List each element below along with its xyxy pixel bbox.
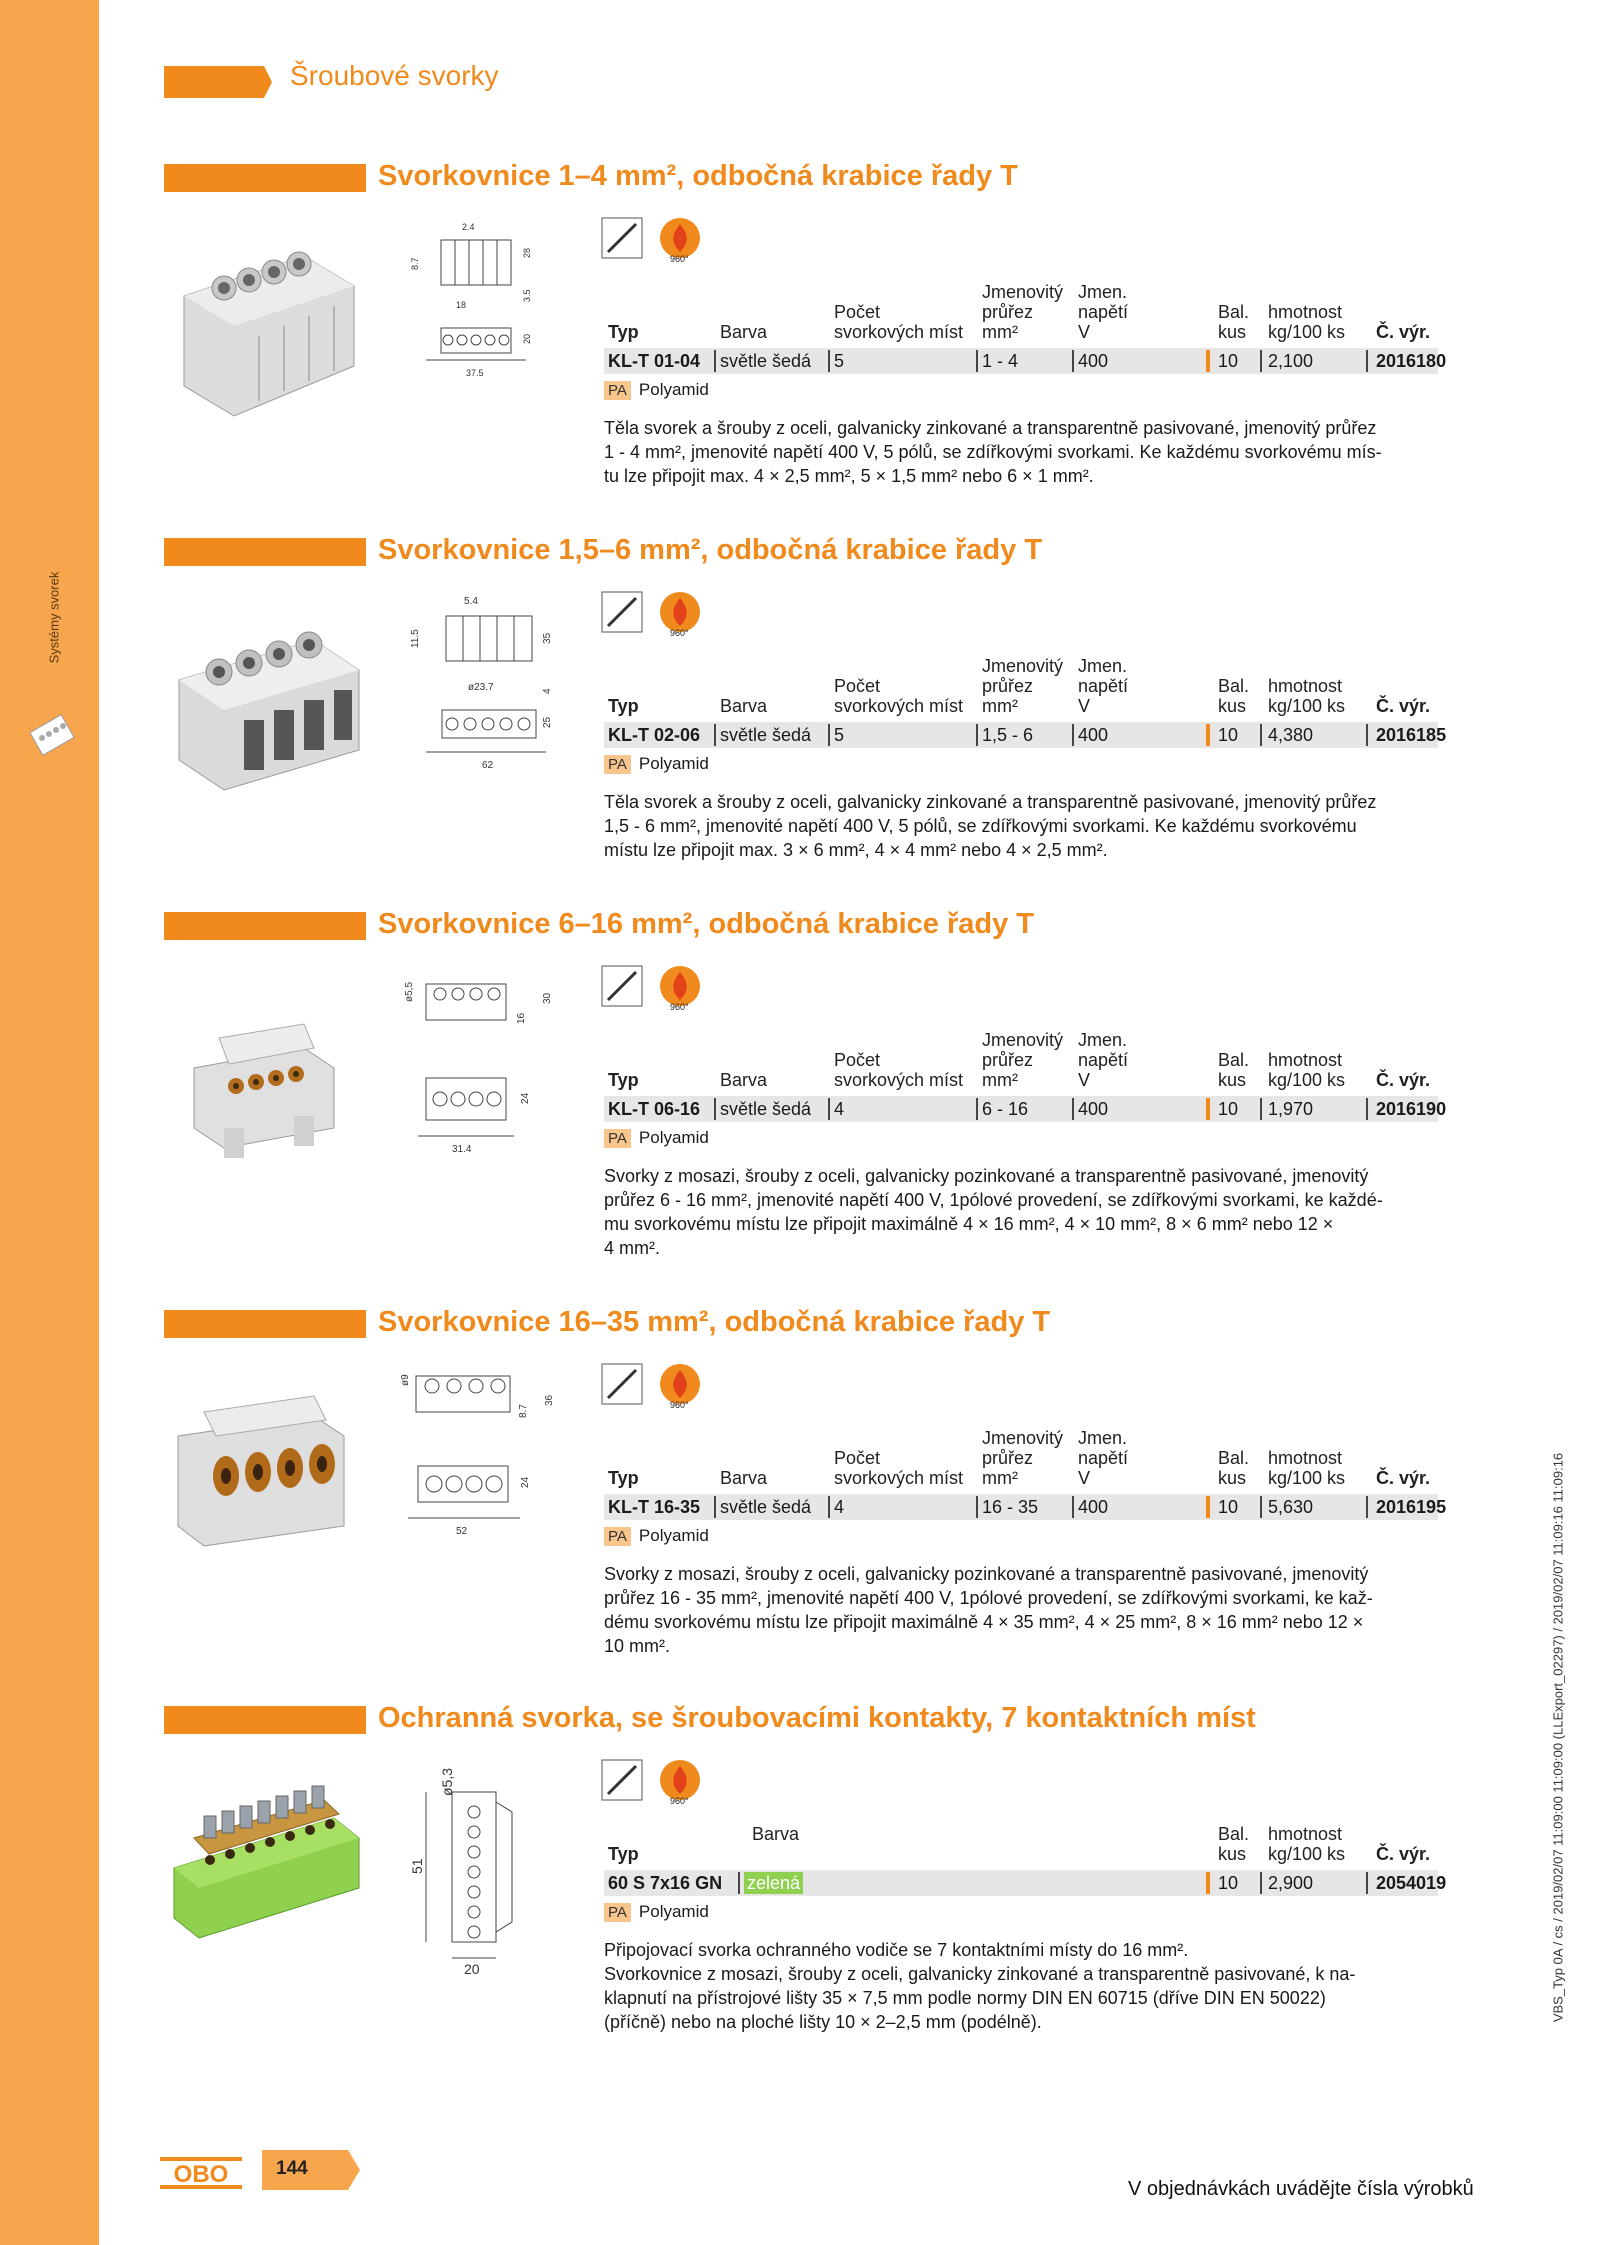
desc-line: 4 mm². [604, 1238, 660, 1258]
cell-napeti: 400 [1078, 351, 1109, 371]
col-bal: Bal. kus [1218, 302, 1250, 342]
dimension-label: ø5,5 [404, 981, 415, 1002]
col-prurez: Jmenovitý průřez mm² [982, 1030, 1064, 1090]
desc-line: (příčně) nebo na ploché lišty 10 × 2–2,5 mm (podélně). [604, 2012, 1042, 2032]
certification-badges [600, 590, 712, 638]
product-table [604, 1806, 1447, 1896]
desc-line: Těla svorek a šrouby z oceli, galvanicky zinkované a transparentně pasivované, jmenovitý průřez [604, 792, 1377, 812]
cell-barva: světle šedá [720, 725, 812, 745]
material-line [604, 1526, 709, 1546]
table-header [604, 1410, 1438, 1490]
cell-barva: zelená [744, 1872, 803, 1894]
col-typ: Typ [608, 1468, 639, 1488]
dimension-label: ø9 [400, 1374, 411, 1386]
dimension-label: 2.4 [462, 222, 475, 232]
col-cvyr: Č. výr. [1376, 322, 1431, 342]
cell-hmotnost: 5,630 [1268, 1497, 1314, 1517]
col-hmotnost: hmotnost kg/100 ks [1268, 1448, 1346, 1488]
cell-cvyr: 2016180 [1376, 351, 1447, 371]
product-table [604, 1012, 1447, 1122]
col-cvyr: Č. výr. [1376, 1844, 1431, 1864]
dimension-label: 8.7 [518, 1404, 529, 1418]
material-code: PA [604, 1527, 631, 1546]
product-description [604, 416, 1444, 488]
technical-drawing [396, 582, 576, 802]
dimension-label: 11.5 [410, 629, 421, 648]
col-prurez: Jmenovitý průřez mm² [982, 1428, 1064, 1488]
table-header [604, 1806, 1438, 1866]
cell-cvyr: 2016195 [1376, 1497, 1447, 1517]
col-bal: Bal. kus [1218, 1448, 1250, 1488]
cell-pocet: 4 [834, 1497, 845, 1517]
logo-text: OBO [173, 2161, 229, 2188]
side-label [44, 560, 64, 680]
table-header [604, 638, 1438, 718]
dimension-label: 24 [520, 1092, 531, 1104]
product-photo [164, 988, 364, 1188]
col-pocet: Počet svorkových míst [834, 1448, 964, 1488]
desc-line: 1,5 - 6 mm², jmenovité napětí 400 V, 5 pólů, se zdířkovými svorkami. Ke každému svorkovému [604, 816, 1357, 836]
cell-typ: KL-T 01-04 [608, 351, 701, 371]
material-name: Polyamid [638, 754, 709, 773]
table-row [604, 1494, 1447, 1520]
col-prurez: Jmenovitý průřez mm² [982, 656, 1064, 716]
section-tab [164, 1706, 366, 1734]
side-strip [0, 0, 99, 2245]
col-barva: Barva [720, 322, 768, 342]
table-row [604, 348, 1447, 374]
dimension-label: 35 [542, 632, 553, 644]
section-tab [164, 164, 366, 192]
material-name: Polyamid [638, 380, 709, 399]
desc-line: tu lze připojit max. 4 × 2,5 mm², 5 × 1,5 mm² nebo 6 × 1 mm². [604, 466, 1094, 486]
cell-typ: 60 S 7x16 GN [608, 1873, 723, 1893]
material-line [604, 1128, 709, 1148]
material-code: PA [604, 381, 631, 400]
material-code: PA [604, 1129, 631, 1148]
section-tab [164, 538, 366, 566]
table-header [604, 1012, 1438, 1092]
dimension-label: 24 [520, 1476, 531, 1488]
cell-prurez: 1,5 - 6 [982, 725, 1034, 745]
desc-line: 1 - 4 mm², jmenovité napětí 400 V, 5 pólů, se zdířkovými svorkami. Ke každému svorkovému mís- [604, 442, 1382, 462]
product-description [604, 1938, 1444, 2034]
footer-note: V objednávkách uvádějte čísla výrobků [1128, 2178, 1474, 2200]
material-line [604, 1902, 709, 1922]
dimension-label: 16 [516, 1012, 527, 1024]
cell-bal: 10 [1218, 1497, 1239, 1517]
table-row [604, 722, 1447, 748]
cell-cvyr: 2016185 [1376, 725, 1447, 745]
cell-pocet: 4 [834, 1099, 845, 1119]
section-tab [164, 912, 366, 940]
cell-typ: KL-T 02-06 [608, 725, 701, 745]
cell-bal: 10 [1218, 1099, 1239, 1119]
desc-line: průřez 6 - 16 mm², jmenovité napětí 400 V, 1pólové provedení, se zdířkovými svorkami, ke každé- [604, 1190, 1383, 1210]
cell-hmotnost: 4,380 [1268, 725, 1314, 745]
col-pocet: Počet svorkových míst [834, 676, 964, 716]
dimension-label: 3.5 [522, 289, 532, 302]
col-bal: Bal. kus [1218, 1824, 1250, 1864]
desc-line: mu svorkovému místu lze připojit maximálně 4 × 16 mm², 4 × 10 mm², 8 × 6 mm² nebo 12 × [604, 1214, 1334, 1234]
technical-drawing [396, 210, 576, 430]
product-photo [164, 226, 364, 426]
col-napeti: Jmen. napětí V [1078, 1428, 1129, 1488]
cell-cvyr: 2016190 [1376, 1099, 1447, 1119]
certification-badges [600, 1362, 712, 1410]
section-title: Svorkovnice 1–4 mm², odbočná krabice řady T [378, 160, 1018, 192]
dimension-label: 52 [456, 1526, 468, 1537]
cell-barva: světle šedá [720, 1099, 812, 1119]
col-bal: Bal. kus [1218, 1050, 1250, 1090]
dimension-label: 31.4 [452, 1144, 472, 1155]
dimension-label: ø23.7 [468, 682, 494, 693]
cell-bal: 10 [1218, 1873, 1239, 1893]
dimension-label: 28 [522, 247, 532, 258]
col-hmotnost: hmotnost kg/100 ks [1268, 1824, 1346, 1864]
cell-prurez: 1 - 4 [982, 351, 1019, 371]
header-tab [164, 66, 272, 98]
print-meta [1538, 1430, 1578, 2070]
fire-test-label: 960° [670, 1796, 689, 1806]
material-code: PA [604, 1903, 631, 1922]
material-code: PA [604, 755, 631, 774]
dimension-label: 37.5 [466, 368, 484, 378]
dimension-label: 51 [409, 1858, 425, 1874]
col-typ: Typ [608, 1070, 639, 1090]
cell-typ: KL-T 06-16 [608, 1099, 701, 1119]
cell-barva: světle šedá [720, 1497, 812, 1517]
col-napeti: Jmen. napětí V [1078, 1030, 1129, 1090]
col-barva: Barva [720, 1468, 768, 1488]
section-title: Svorkovnice 6–16 mm², odbočná krabice řady T [378, 908, 1034, 940]
material-name: Polyamid [638, 1526, 709, 1545]
desc-line: Svorky z mosazi, šrouby z oceli, galvanicky pozinkované a transparentně pasivované, jmenovitý [604, 1166, 1369, 1186]
col-prurez: Jmenovitý průřez mm² [982, 282, 1064, 342]
cell-cvyr: 2054019 [1376, 1873, 1447, 1893]
dimension-label: 36 [544, 1394, 555, 1406]
cell-napeti: 400 [1078, 1497, 1109, 1517]
certification-badges [600, 1758, 712, 1806]
col-typ: Typ [608, 696, 639, 716]
dimension-label: 20 [522, 333, 532, 344]
table-row [604, 1870, 1447, 1896]
material-line [604, 380, 709, 400]
desc-line: Připojovací svorka ochranného vodiče se 7 kontaktními místy do 16 mm². [604, 1940, 1189, 1960]
material-line [604, 754, 709, 774]
cell-napeti: 400 [1078, 725, 1109, 745]
desc-line: dému svorkovému místu lze připojit maximálně 4 × 35 mm², 4 × 25 mm², 8 × 16 mm² nebo 12 × [604, 1612, 1364, 1632]
technical-drawing [396, 964, 576, 1184]
certification-badges [600, 216, 712, 264]
cell-bal: 10 [1218, 725, 1239, 745]
technical-drawing [396, 1358, 576, 1578]
col-barva: Barva [720, 696, 768, 716]
col-hmotnost: hmotnost kg/100 ks [1268, 676, 1346, 716]
cell-prurez: 16 - 35 [982, 1497, 1039, 1517]
section-title: Svorkovnice 1,5–6 mm², odbočná krabice řady T [378, 534, 1043, 566]
dimension-label: 20 [464, 1961, 480, 1977]
product-table [604, 638, 1447, 748]
desc-line: Svorky z mosazi, šrouby z oceli, galvanicky pozinkované a transparentně pasivované, jmenovitý [604, 1564, 1369, 1584]
col-hmotnost: hmotnost kg/100 ks [1268, 1050, 1346, 1090]
cell-napeti: 400 [1078, 1099, 1109, 1119]
material-name: Polyamid [638, 1902, 709, 1921]
product-table [604, 264, 1447, 374]
material-name: Polyamid [638, 1128, 709, 1147]
desc-line: průřez 16 - 35 mm², jmenovité napětí 400 V, 1pólové provedení, se zdířkovými svorkami, ke kaž- [604, 1588, 1373, 1608]
cell-pocet: 5 [834, 725, 845, 745]
col-napeti: Jmen. napětí V [1078, 656, 1129, 716]
dimension-label: 18 [456, 300, 467, 310]
desc-line: 10 mm². [604, 1636, 671, 1656]
cell-hmotnost: 2,100 [1268, 351, 1314, 371]
col-cvyr: Č. výr. [1376, 696, 1431, 716]
technical-drawing [396, 1762, 576, 1982]
section-title: Ochranná svorka, se šroubovacími kontakty, 7 kontaktních míst [378, 1702, 1256, 1734]
fire-test-label: 960° [670, 1002, 689, 1012]
product-photo [164, 600, 364, 800]
product-table [604, 1410, 1447, 1520]
product-description [604, 790, 1444, 862]
col-typ: Typ [608, 1844, 639, 1864]
col-cvyr: Č. výr. [1376, 1070, 1431, 1090]
cell-bal: 10 [1218, 351, 1239, 371]
fire-test-label: 960° [670, 1400, 689, 1410]
dimension-label: 62 [482, 760, 494, 771]
fire-test-label: 960° [670, 628, 689, 638]
page-title: Šroubové svorky [290, 60, 499, 91]
print-meta-text: VBS_Typ 0A / cs / 2019/02/07 11:09:00 11:09:00 (LLExport_02297) / 2019/02/07 11:09:16 11:09:16 [1550, 1452, 1566, 2023]
cell-hmotnost: 2,900 [1268, 1873, 1314, 1893]
product-description [604, 1164, 1444, 1260]
table-row [604, 1096, 1447, 1122]
cell-prurez: 6 - 16 [982, 1099, 1029, 1119]
dimension-label: 4 [542, 688, 553, 694]
desc-line: Těla svorek a šrouby z oceli, galvanicky zinkované a transparentně pasivované, jmenovitý průřez [604, 418, 1377, 438]
obo-logo [160, 2155, 242, 2191]
col-pocet: Počet svorkových míst [834, 302, 964, 342]
product-photo [164, 1758, 364, 1958]
table-header [604, 264, 1438, 344]
col-hmotnost: hmotnost kg/100 ks [1268, 302, 1346, 342]
cell-pocet: 5 [834, 351, 845, 371]
desc-line: místu lze připojit max. 3 × 6 mm², 4 × 4 mm² nebo 4 × 2,5 mm². [604, 840, 1108, 860]
desc-line: klapnutí na přístrojové lišty 35 × 7,5 mm podle normy DIN EN 60715 (dříve DIN EN 50022) [604, 1988, 1326, 2008]
dimension-label: 30 [542, 992, 553, 1004]
col-pocet: Počet svorkových míst [834, 1050, 964, 1090]
terminal-block-icon [30, 708, 76, 760]
col-barva: Barva [752, 1824, 800, 1844]
side-label-text: Systémy svorek [46, 571, 62, 664]
dimension-label: 25 [542, 716, 553, 728]
col-bal: Bal. kus [1218, 676, 1250, 716]
col-cvyr: Č. výr. [1376, 1468, 1431, 1488]
col-napeti: Jmen. napětí V [1078, 282, 1129, 342]
col-barva: Barva [720, 1070, 768, 1090]
dimension-label: ø5,3 [439, 1767, 455, 1796]
col-typ: Typ [608, 322, 639, 342]
fire-test-label: 960° [670, 254, 689, 264]
product-photo [164, 1376, 364, 1576]
section-tab [164, 1310, 366, 1338]
certification-badges [600, 964, 712, 1012]
cell-hmotnost: 1,970 [1268, 1099, 1314, 1119]
page-number: 144 [276, 2158, 308, 2179]
product-description [604, 1562, 1444, 1658]
dimension-label: 5.4 [464, 596, 478, 607]
cell-barva: světle šedá [720, 351, 812, 371]
section-title: Svorkovnice 16–35 mm², odbočná krabice řady T [378, 1306, 1051, 1338]
cell-typ: KL-T 16-35 [608, 1497, 701, 1517]
dimension-label: 8.7 [410, 257, 420, 270]
desc-line: Svorkovnice z mosazi, šrouby z oceli, galvanicky zinkované a transparentně pasivované, k na- [604, 1964, 1356, 1984]
